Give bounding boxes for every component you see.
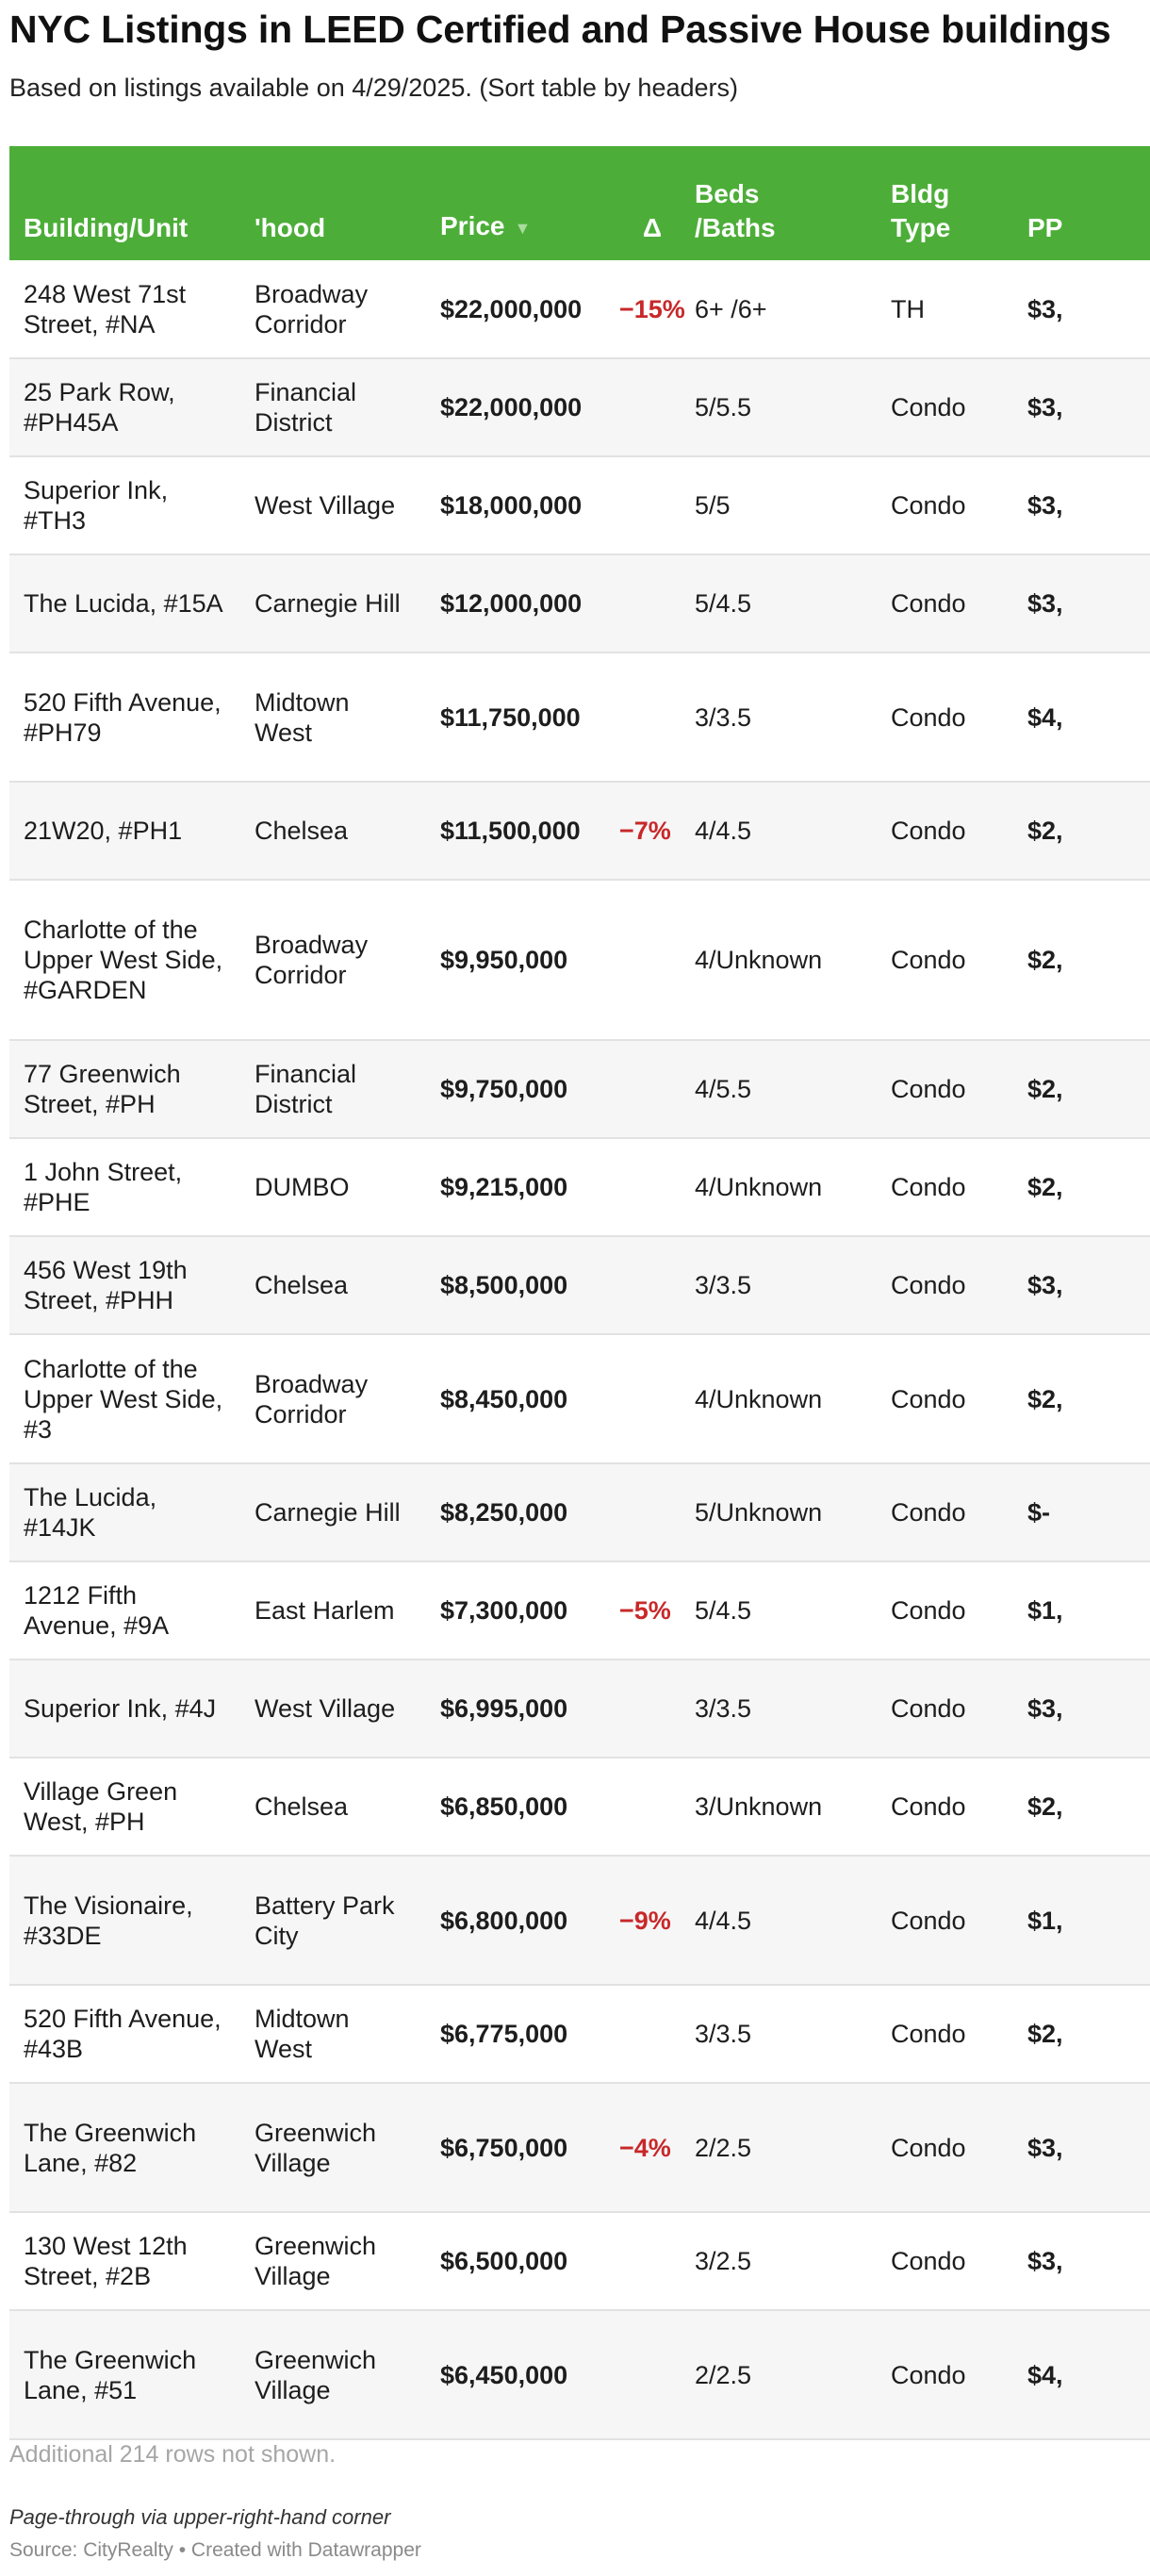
cell-beds-baths: 3/Unknown: [681, 1758, 877, 1856]
cell-beds-baths: 3/3.5: [681, 1660, 877, 1758]
cell-hood: Broadway Corridor: [240, 880, 426, 1040]
cell-price: $22,000,000: [426, 358, 605, 456]
column-header-delta-label: Δ: [642, 213, 662, 242]
table-row: [9, 1660, 1150, 1758]
cell-beds-baths: 2/2.5: [681, 2083, 877, 2212]
cell-bldg-type: Condo: [877, 2310, 1013, 2439]
cell-delta: −15%: [605, 260, 681, 358]
cell-beds-baths: 2/2.5: [681, 2310, 877, 2439]
cell-hood: Greenwich Village: [240, 2310, 426, 2439]
cell-ppsf: $3,: [1013, 1236, 1150, 1334]
cell-ppsf: $1,: [1013, 1856, 1150, 1985]
cell-beds-baths: 5/4.5: [681, 554, 877, 652]
cell-delta: [605, 554, 681, 652]
cell-delta: [605, 1334, 681, 1463]
cell-bldg-type: TH: [877, 260, 1013, 358]
cell-ppsf: $3,: [1013, 554, 1150, 652]
column-header-ppsf[interactable]: [1013, 146, 1150, 260]
cell-ppsf: $2,: [1013, 782, 1150, 880]
column-header-price[interactable]: [426, 146, 605, 260]
cell-building: Charlotte of the Upper West Side, #3: [9, 1334, 240, 1463]
cell-bldg-type: Condo: [877, 456, 1013, 554]
cell-hood: Battery Park City: [240, 1856, 426, 1985]
cell-hood: Greenwich Village: [240, 2212, 426, 2310]
cell-hood: Midtown West: [240, 652, 426, 782]
cell-bldg-type: Condo: [877, 1985, 1013, 2083]
cell-bldg-type: Condo: [877, 1334, 1013, 1463]
table-row: [9, 260, 1150, 358]
cell-price: $11,500,000: [426, 782, 605, 880]
cell-ppsf: $3,: [1013, 260, 1150, 358]
cell-beds-baths: 3/2.5: [681, 2212, 877, 2310]
cell-ppsf: $2,: [1013, 1138, 1150, 1236]
cell-ppsf: $2,: [1013, 1334, 1150, 1463]
additional-rows-note: Additional 214 rows not shown.: [9, 2441, 337, 2468]
cell-building: The Greenwich Lane, #51: [9, 2310, 240, 2439]
cell-delta: [605, 1138, 681, 1236]
cell-ppsf: $3,: [1013, 456, 1150, 554]
cell-hood: Greenwich Village: [240, 2083, 426, 2212]
cell-beds-baths: 3/3.5: [681, 1985, 877, 2083]
cell-bldg-type: Condo: [877, 554, 1013, 652]
table-row: [9, 1985, 1150, 2083]
cell-delta: −9%: [605, 1856, 681, 1985]
column-header-hood[interactable]: [240, 146, 426, 260]
cell-bldg-type: Condo: [877, 1040, 1013, 1138]
cell-ppsf: $2,: [1013, 1040, 1150, 1138]
page-title: NYC Listings in LEED Certified and Passive House buildings: [9, 8, 1111, 51]
source-credit: Source: CityRealty • Created with Datawrapper: [9, 2539, 421, 2561]
cell-price: $9,750,000: [426, 1040, 605, 1138]
table-row: [9, 1040, 1150, 1138]
cell-delta: [605, 2310, 681, 2439]
cell-bldg-type: Condo: [877, 1856, 1013, 1985]
cell-ppsf: $3,: [1013, 2212, 1150, 2310]
cell-building: The Greenwich Lane, #82: [9, 2083, 240, 2212]
cell-building: 520 Fifth Avenue, #43B: [9, 1985, 240, 2083]
cell-beds-baths: 5/5.5: [681, 358, 877, 456]
cell-price: $7,300,000: [426, 1561, 605, 1660]
column-header-beds-baths-label: Beds /Baths: [695, 179, 776, 242]
cell-hood: Carnegie Hill: [240, 554, 426, 652]
cell-bldg-type: Condo: [877, 1236, 1013, 1334]
cell-hood: Financial District: [240, 358, 426, 456]
cell-price: $8,450,000: [426, 1334, 605, 1463]
cell-delta: [605, 1985, 681, 2083]
cell-building: The Visionaire, #33DE: [9, 1856, 240, 1985]
table-row: [9, 1236, 1150, 1334]
cell-delta: [605, 652, 681, 782]
cell-delta: [605, 2212, 681, 2310]
cell-price: $9,950,000: [426, 880, 605, 1040]
cell-delta: [605, 456, 681, 554]
table-row: [9, 1856, 1150, 1985]
column-header-hood-label: 'hood: [255, 213, 326, 242]
table-body: [9, 260, 1150, 2439]
cell-building: 130 West 12th Street, #2B: [9, 2212, 240, 2310]
table-row: [9, 358, 1150, 456]
cell-price: $9,215,000: [426, 1138, 605, 1236]
cell-bldg-type: Condo: [877, 1660, 1013, 1758]
cell-price: $8,250,000: [426, 1463, 605, 1561]
cell-delta: [605, 880, 681, 1040]
cell-hood: Midtown West: [240, 1985, 426, 2083]
cell-bldg-type: Condo: [877, 652, 1013, 782]
cell-beds-baths: 4/5.5: [681, 1040, 877, 1138]
cell-hood: Broadway Corridor: [240, 1334, 426, 1463]
table-row: [9, 1138, 1150, 1236]
cell-price: $12,000,000: [426, 554, 605, 652]
column-header-ppsf-label: PP: [1027, 213, 1063, 242]
cell-delta: [605, 1758, 681, 1856]
cell-price: $6,500,000: [426, 2212, 605, 2310]
cell-ppsf: $3,: [1013, 358, 1150, 456]
cell-price: $8,500,000: [426, 1236, 605, 1334]
cell-ppsf: $3,: [1013, 1660, 1150, 1758]
cell-building: Superior Ink, #4J: [9, 1660, 240, 1758]
column-header-beds-baths[interactable]: [681, 146, 877, 260]
cell-price: $6,800,000: [426, 1856, 605, 1985]
cell-delta: −4%: [605, 2083, 681, 2212]
cell-bldg-type: Condo: [877, 2083, 1013, 2212]
cell-building: 248 West 71st Street, #NA: [9, 260, 240, 358]
cell-beds-baths: 5/5: [681, 456, 877, 554]
page-subtitle: Based on listings available on 4/29/2025. (Sort table by headers): [9, 74, 738, 102]
cell-ppsf: $1,: [1013, 1561, 1150, 1660]
cell-building: 1 John Street, #PHE: [9, 1138, 240, 1236]
cell-ppsf: $4,: [1013, 652, 1150, 782]
cell-beds-baths: 4/Unknown: [681, 1334, 877, 1463]
cell-beds-baths: 3/3.5: [681, 1236, 877, 1334]
table-row: [9, 2212, 1150, 2310]
cell-delta: [605, 1463, 681, 1561]
cell-building: 21W20, #PH1: [9, 782, 240, 880]
cell-delta: −7%: [605, 782, 681, 880]
cell-bldg-type: Condo: [877, 782, 1013, 880]
cell-beds-baths: 4/Unknown: [681, 1138, 877, 1236]
cell-ppsf: $4,: [1013, 2310, 1150, 2439]
cell-hood: Broadway Corridor: [240, 260, 426, 358]
triangle-down-icon: ▼: [514, 219, 532, 238]
cell-beds-baths: 5/Unknown: [681, 1463, 877, 1561]
cell-beds-baths: 4/Unknown: [681, 880, 877, 1040]
table-row: [9, 880, 1150, 1040]
cell-building: Charlotte of the Upper West Side, #GARDEN: [9, 880, 240, 1040]
cell-hood: West Village: [240, 1660, 426, 1758]
cell-hood: Chelsea: [240, 1758, 426, 1856]
cell-bldg-type: Condo: [877, 2212, 1013, 2310]
table-row: [9, 554, 1150, 652]
cell-price: $22,000,000: [426, 260, 605, 358]
cell-delta: −5%: [605, 1561, 681, 1660]
cell-hood: Financial District: [240, 1040, 426, 1138]
cell-building: 77 Greenwich Street, #PH: [9, 1040, 240, 1138]
cell-building: Village Green West, #PH: [9, 1758, 240, 1856]
cell-price: $6,850,000: [426, 1758, 605, 1856]
cell-price: $6,775,000: [426, 1985, 605, 2083]
cell-building: 1212 Fifth Avenue, #9A: [9, 1561, 240, 1660]
cell-ppsf: $3,: [1013, 2083, 1150, 2212]
cell-price: $6,750,000: [426, 2083, 605, 2212]
cell-beds-baths: 4/4.5: [681, 1856, 877, 1985]
pagination-note: Page-through via upper-right-hand corner: [9, 2505, 391, 2529]
cell-delta: [605, 358, 681, 456]
column-header-bldg-type-label: Bldg Type: [891, 179, 951, 242]
cell-hood: Chelsea: [240, 1236, 426, 1334]
cell-beds-baths: 6+ /6+: [681, 260, 877, 358]
column-header-price-label: Price: [440, 211, 505, 241]
cell-bldg-type: Condo: [877, 1758, 1013, 1856]
table-row: [9, 456, 1150, 554]
cell-hood: DUMBO: [240, 1138, 426, 1236]
table-row: [9, 2083, 1150, 2212]
listings-table-container: [9, 146, 1150, 2440]
column-header-delta[interactable]: [605, 146, 681, 260]
cell-building: 25 Park Row, #PH45A: [9, 358, 240, 456]
cell-bldg-type: Condo: [877, 1463, 1013, 1561]
table-row: [9, 1334, 1150, 1463]
cell-building: 520 Fifth Avenue, #PH79: [9, 652, 240, 782]
column-header-building[interactable]: [9, 146, 240, 260]
table-row: [9, 652, 1150, 782]
cell-hood: West Village: [240, 456, 426, 554]
cell-building: 456 West 19th Street, #PHH: [9, 1236, 240, 1334]
cell-building: The Lucida, #15A: [9, 554, 240, 652]
cell-ppsf: $2,: [1013, 1758, 1150, 1856]
column-header-building-label: Building/Unit: [24, 213, 189, 242]
cell-bldg-type: Condo: [877, 880, 1013, 1040]
cell-ppsf: $2,: [1013, 1985, 1150, 2083]
cell-beds-baths: 4/4.5: [681, 782, 877, 880]
cell-bldg-type: Condo: [877, 1138, 1013, 1236]
table-row: [9, 782, 1150, 880]
cell-hood: East Harlem: [240, 1561, 426, 1660]
cell-beds-baths: 3/3.5: [681, 652, 877, 782]
cell-beds-baths: 5/4.5: [681, 1561, 877, 1660]
cell-price: $6,995,000: [426, 1660, 605, 1758]
table-row: [9, 1758, 1150, 1856]
cell-price: $11,750,000: [426, 652, 605, 782]
cell-bldg-type: Condo: [877, 1561, 1013, 1660]
table-row: [9, 1561, 1150, 1660]
column-header-bldg-type[interactable]: [877, 146, 1013, 260]
table-header-row: [9, 146, 1150, 260]
cell-ppsf: $-: [1013, 1463, 1150, 1561]
listings-table: [9, 146, 1150, 2440]
cell-delta: [605, 1660, 681, 1758]
cell-price: $18,000,000: [426, 456, 605, 554]
table-row: [9, 2310, 1150, 2439]
cell-price: $6,450,000: [426, 2310, 605, 2439]
cell-delta: [605, 1040, 681, 1138]
cell-delta: [605, 1236, 681, 1334]
cell-hood: Chelsea: [240, 782, 426, 880]
cell-hood: Carnegie Hill: [240, 1463, 426, 1561]
cell-building: The Lucida, #14JK: [9, 1463, 240, 1561]
cell-bldg-type: Condo: [877, 358, 1013, 456]
cell-ppsf: $2,: [1013, 880, 1150, 1040]
table-row: [9, 1463, 1150, 1561]
cell-building: Superior Ink, #TH3: [9, 456, 240, 554]
